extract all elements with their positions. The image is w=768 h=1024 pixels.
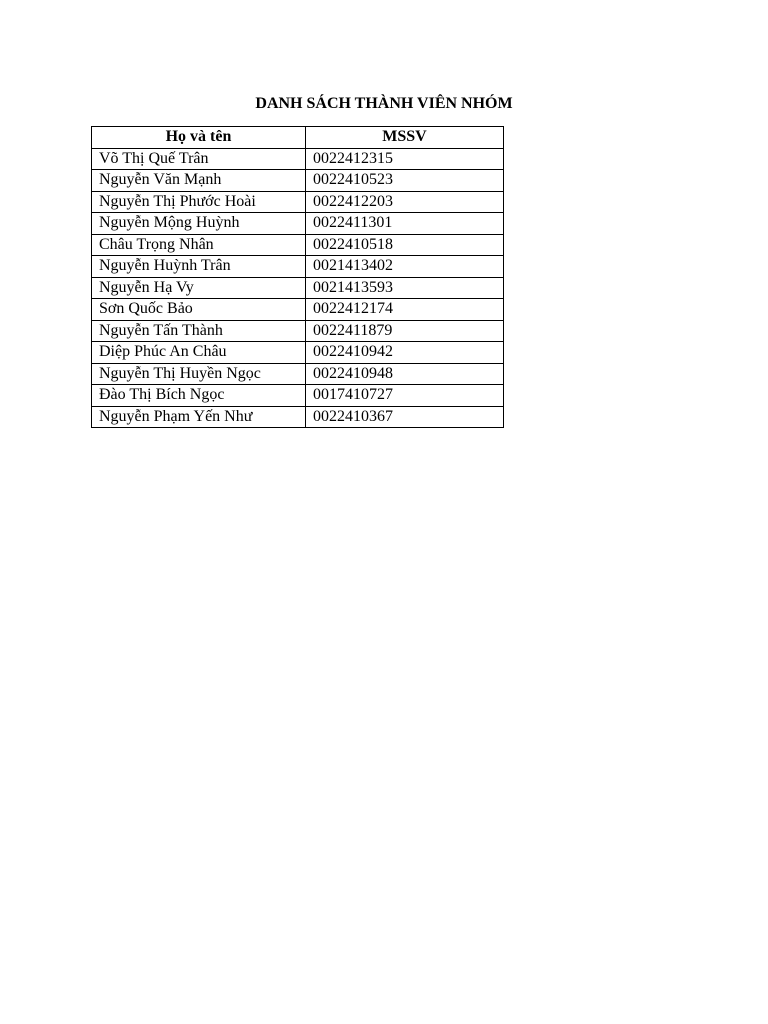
student-id-cell: 0022411879 <box>306 320 504 342</box>
table-row <box>92 342 504 364</box>
table-row <box>92 277 504 299</box>
member-name-cell: Châu Trọng Nhân <box>92 234 306 256</box>
table-row <box>92 213 504 235</box>
student-id-cell: 0021413593 <box>306 277 504 299</box>
student-id-cell: 0022410367 <box>306 406 504 428</box>
table-row <box>92 385 504 407</box>
table-row <box>92 363 504 385</box>
student-id-cell: 0021413402 <box>306 256 504 278</box>
member-name-cell: Nguyễn Thị Huyền Ngọc <box>92 363 306 385</box>
student-id-cell: 0022412315 <box>306 148 504 170</box>
student-id-cell: 0022410523 <box>306 170 504 192</box>
header-name: Họ và tên <box>92 127 306 149</box>
student-id-cell: 0022410518 <box>306 234 504 256</box>
table-row <box>92 191 504 213</box>
member-name-cell: Nguyễn Hạ Vy <box>92 277 306 299</box>
member-name-cell: Nguyễn Huỳnh Trân <box>92 256 306 278</box>
member-name-cell: Sơn Quốc Bảo <box>92 299 306 321</box>
member-rows <box>92 148 504 428</box>
table-row <box>92 299 504 321</box>
table-row <box>92 170 504 192</box>
student-id-cell: 0022410942 <box>306 342 504 364</box>
table-row <box>92 256 504 278</box>
document-title: DANH SÁCH THÀNH VIÊN NHÓM <box>255 95 513 112</box>
member-name-cell: Võ Thị Quế Trân <box>92 148 306 170</box>
student-id-cell: 0022412203 <box>306 191 504 213</box>
member-name-cell: Nguyễn Tấn Thành <box>92 320 306 342</box>
member-table <box>91 126 504 428</box>
header-student-id: MSSV <box>306 127 504 149</box>
student-id-cell: 0022412174 <box>306 299 504 321</box>
member-name-cell: Nguyễn Văn Mạnh <box>92 170 306 192</box>
member-name-cell: Nguyễn Thị Phước Hoài <box>92 191 306 213</box>
student-id-cell: 0022411301 <box>306 213 504 235</box>
member-name-cell: Nguyễn Mộng Huỳnh <box>92 213 306 235</box>
table-header-row <box>92 127 504 149</box>
table-row <box>92 234 504 256</box>
table-row <box>92 406 504 428</box>
member-name-cell: Nguyễn Phạm Yến Như <box>92 406 306 428</box>
member-name-cell: Đào Thị Bích Ngọc <box>92 385 306 407</box>
table-row <box>92 148 504 170</box>
student-id-cell: 0017410727 <box>306 385 504 407</box>
member-name-cell: Diệp Phúc An Châu <box>92 342 306 364</box>
student-id-cell: 0022410948 <box>306 363 504 385</box>
table-row <box>92 320 504 342</box>
